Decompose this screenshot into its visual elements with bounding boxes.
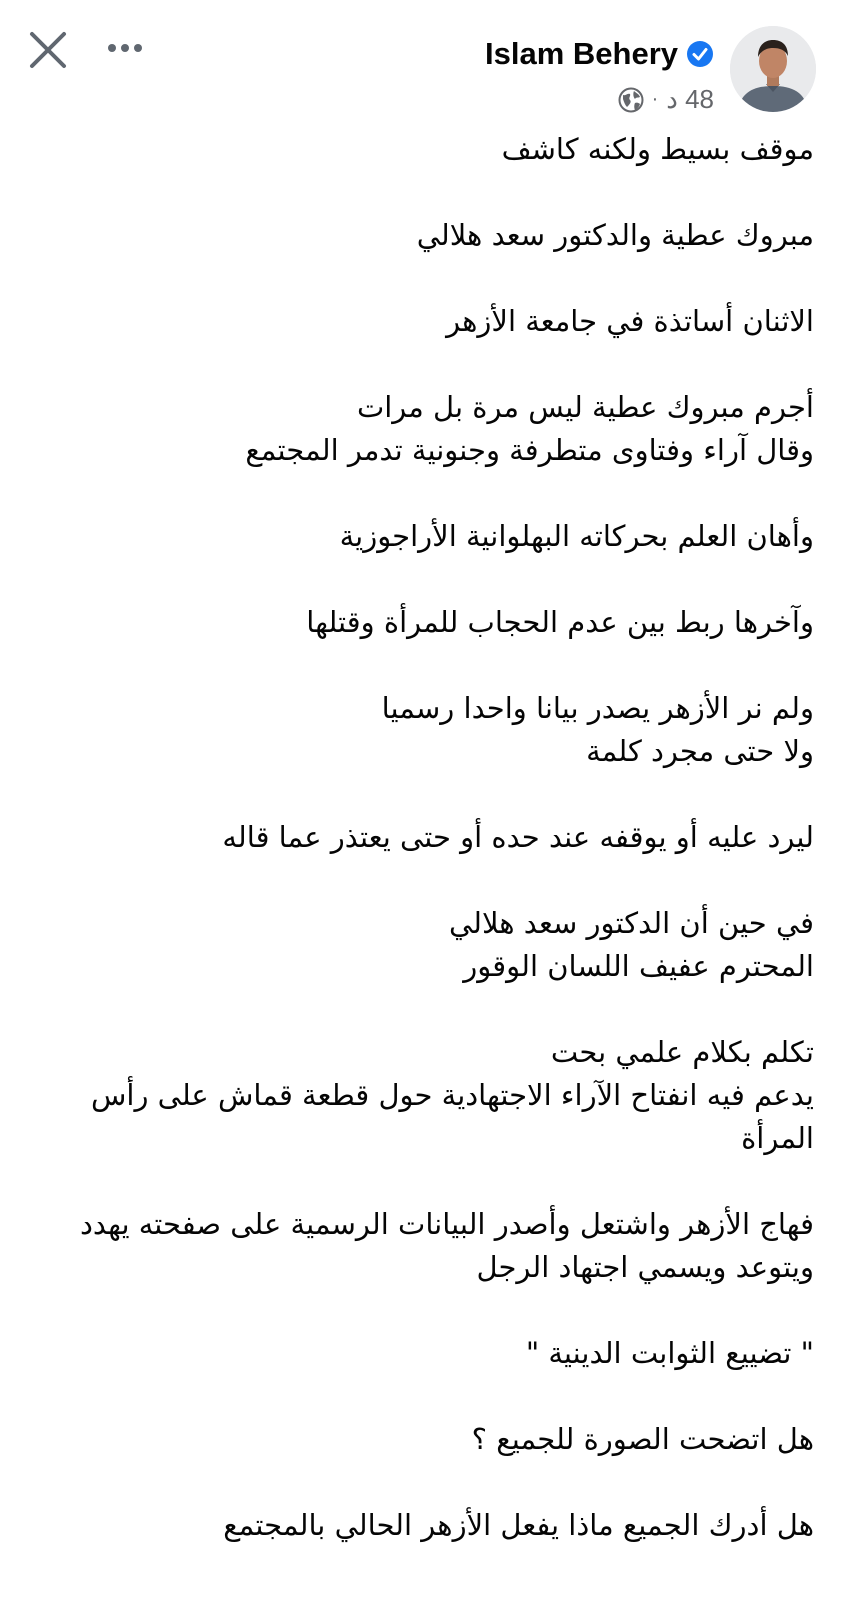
post-text-line: مبروك عطية والدكتور سعد هلالي bbox=[416, 218, 814, 252]
post-text-line: يدعم فيه انفتاح الآراء الاجتهادية حول قطعة قماش على رأس المرأة bbox=[90, 1078, 814, 1155]
post-body bbox=[44, 128, 814, 1590]
post-paragraph bbox=[44, 1031, 814, 1160]
post-text-line: ولا حتى مجرد كلمة bbox=[586, 734, 814, 768]
post-meta bbox=[618, 84, 714, 115]
post-paragraph bbox=[44, 601, 814, 644]
post-paragraph bbox=[44, 1203, 814, 1289]
post-header bbox=[0, 0, 858, 125]
post-time[interactable]: 48 د bbox=[666, 84, 714, 114]
post-paragraph bbox=[44, 386, 814, 472]
post-text-line: ولم نر الأزهر يصدر بيانا واحدا رسميا bbox=[381, 691, 814, 725]
post-text-line: تكلم بكلام علمي بحت bbox=[550, 1035, 814, 1069]
author-name[interactable]: Islam Behery bbox=[485, 36, 678, 71]
avatar[interactable] bbox=[730, 26, 816, 112]
post-text-line: " تضييع الثوابت الدينية " bbox=[525, 1336, 814, 1370]
verified-badge-icon bbox=[686, 40, 714, 68]
post-paragraph bbox=[44, 902, 814, 988]
post-text-line: ليرد عليه أو يوقفه عند حده أو حتى يعتذر عما قاله bbox=[222, 820, 814, 854]
post-text-line: وقال آراء وفتاوى متطرفة وجنونية تدمر المجتمع bbox=[245, 433, 814, 467]
meta-separator: · bbox=[651, 88, 659, 110]
post-paragraph bbox=[44, 300, 814, 343]
close-icon[interactable] bbox=[26, 28, 70, 72]
post-paragraph bbox=[44, 1332, 814, 1375]
post-text-line: الاثنان أساتذة في جامعة الأزهر bbox=[446, 304, 814, 338]
globe-icon[interactable] bbox=[618, 87, 644, 113]
post-paragraph bbox=[44, 128, 814, 171]
post-text-line: في حين أن الدكتور سعد هلالي bbox=[448, 906, 814, 940]
post-text-line: فهاج الأزهر واشتعل وأصدر البيانات الرسمية على صفحته يهدد ويتوعد ويسمي اجتهاد الرجل bbox=[79, 1207, 814, 1284]
post-text-line: وآخرها ربط بين عدم الحجاب للمرأة وقتلها bbox=[306, 605, 814, 639]
post-text-line: هل اتضحت الصورة للجميع ؟ bbox=[471, 1422, 814, 1456]
post-paragraph bbox=[44, 515, 814, 558]
post-paragraph bbox=[44, 1418, 814, 1461]
post-paragraph bbox=[44, 1504, 814, 1547]
post-text-line: المحترم عفيف اللسان الوقور bbox=[463, 949, 814, 983]
more-options-icon[interactable] bbox=[104, 30, 148, 70]
post-text-line: أجرم مبروك عطية ليس مرة بل مرات bbox=[356, 390, 814, 424]
post-paragraph bbox=[44, 816, 814, 859]
post-text-line: وأهان العلم بحركاته البهلوانية الأراجوزية bbox=[339, 519, 814, 553]
post-paragraph bbox=[44, 687, 814, 773]
post-text-line: موقف بسيط ولكنه كاشف bbox=[501, 132, 814, 166]
post-text-line: هل أدرك الجميع ماذا يفعل الأزهر الحالي بالمجتمع bbox=[223, 1508, 814, 1542]
post-paragraph bbox=[44, 214, 814, 257]
author-row bbox=[485, 36, 714, 72]
